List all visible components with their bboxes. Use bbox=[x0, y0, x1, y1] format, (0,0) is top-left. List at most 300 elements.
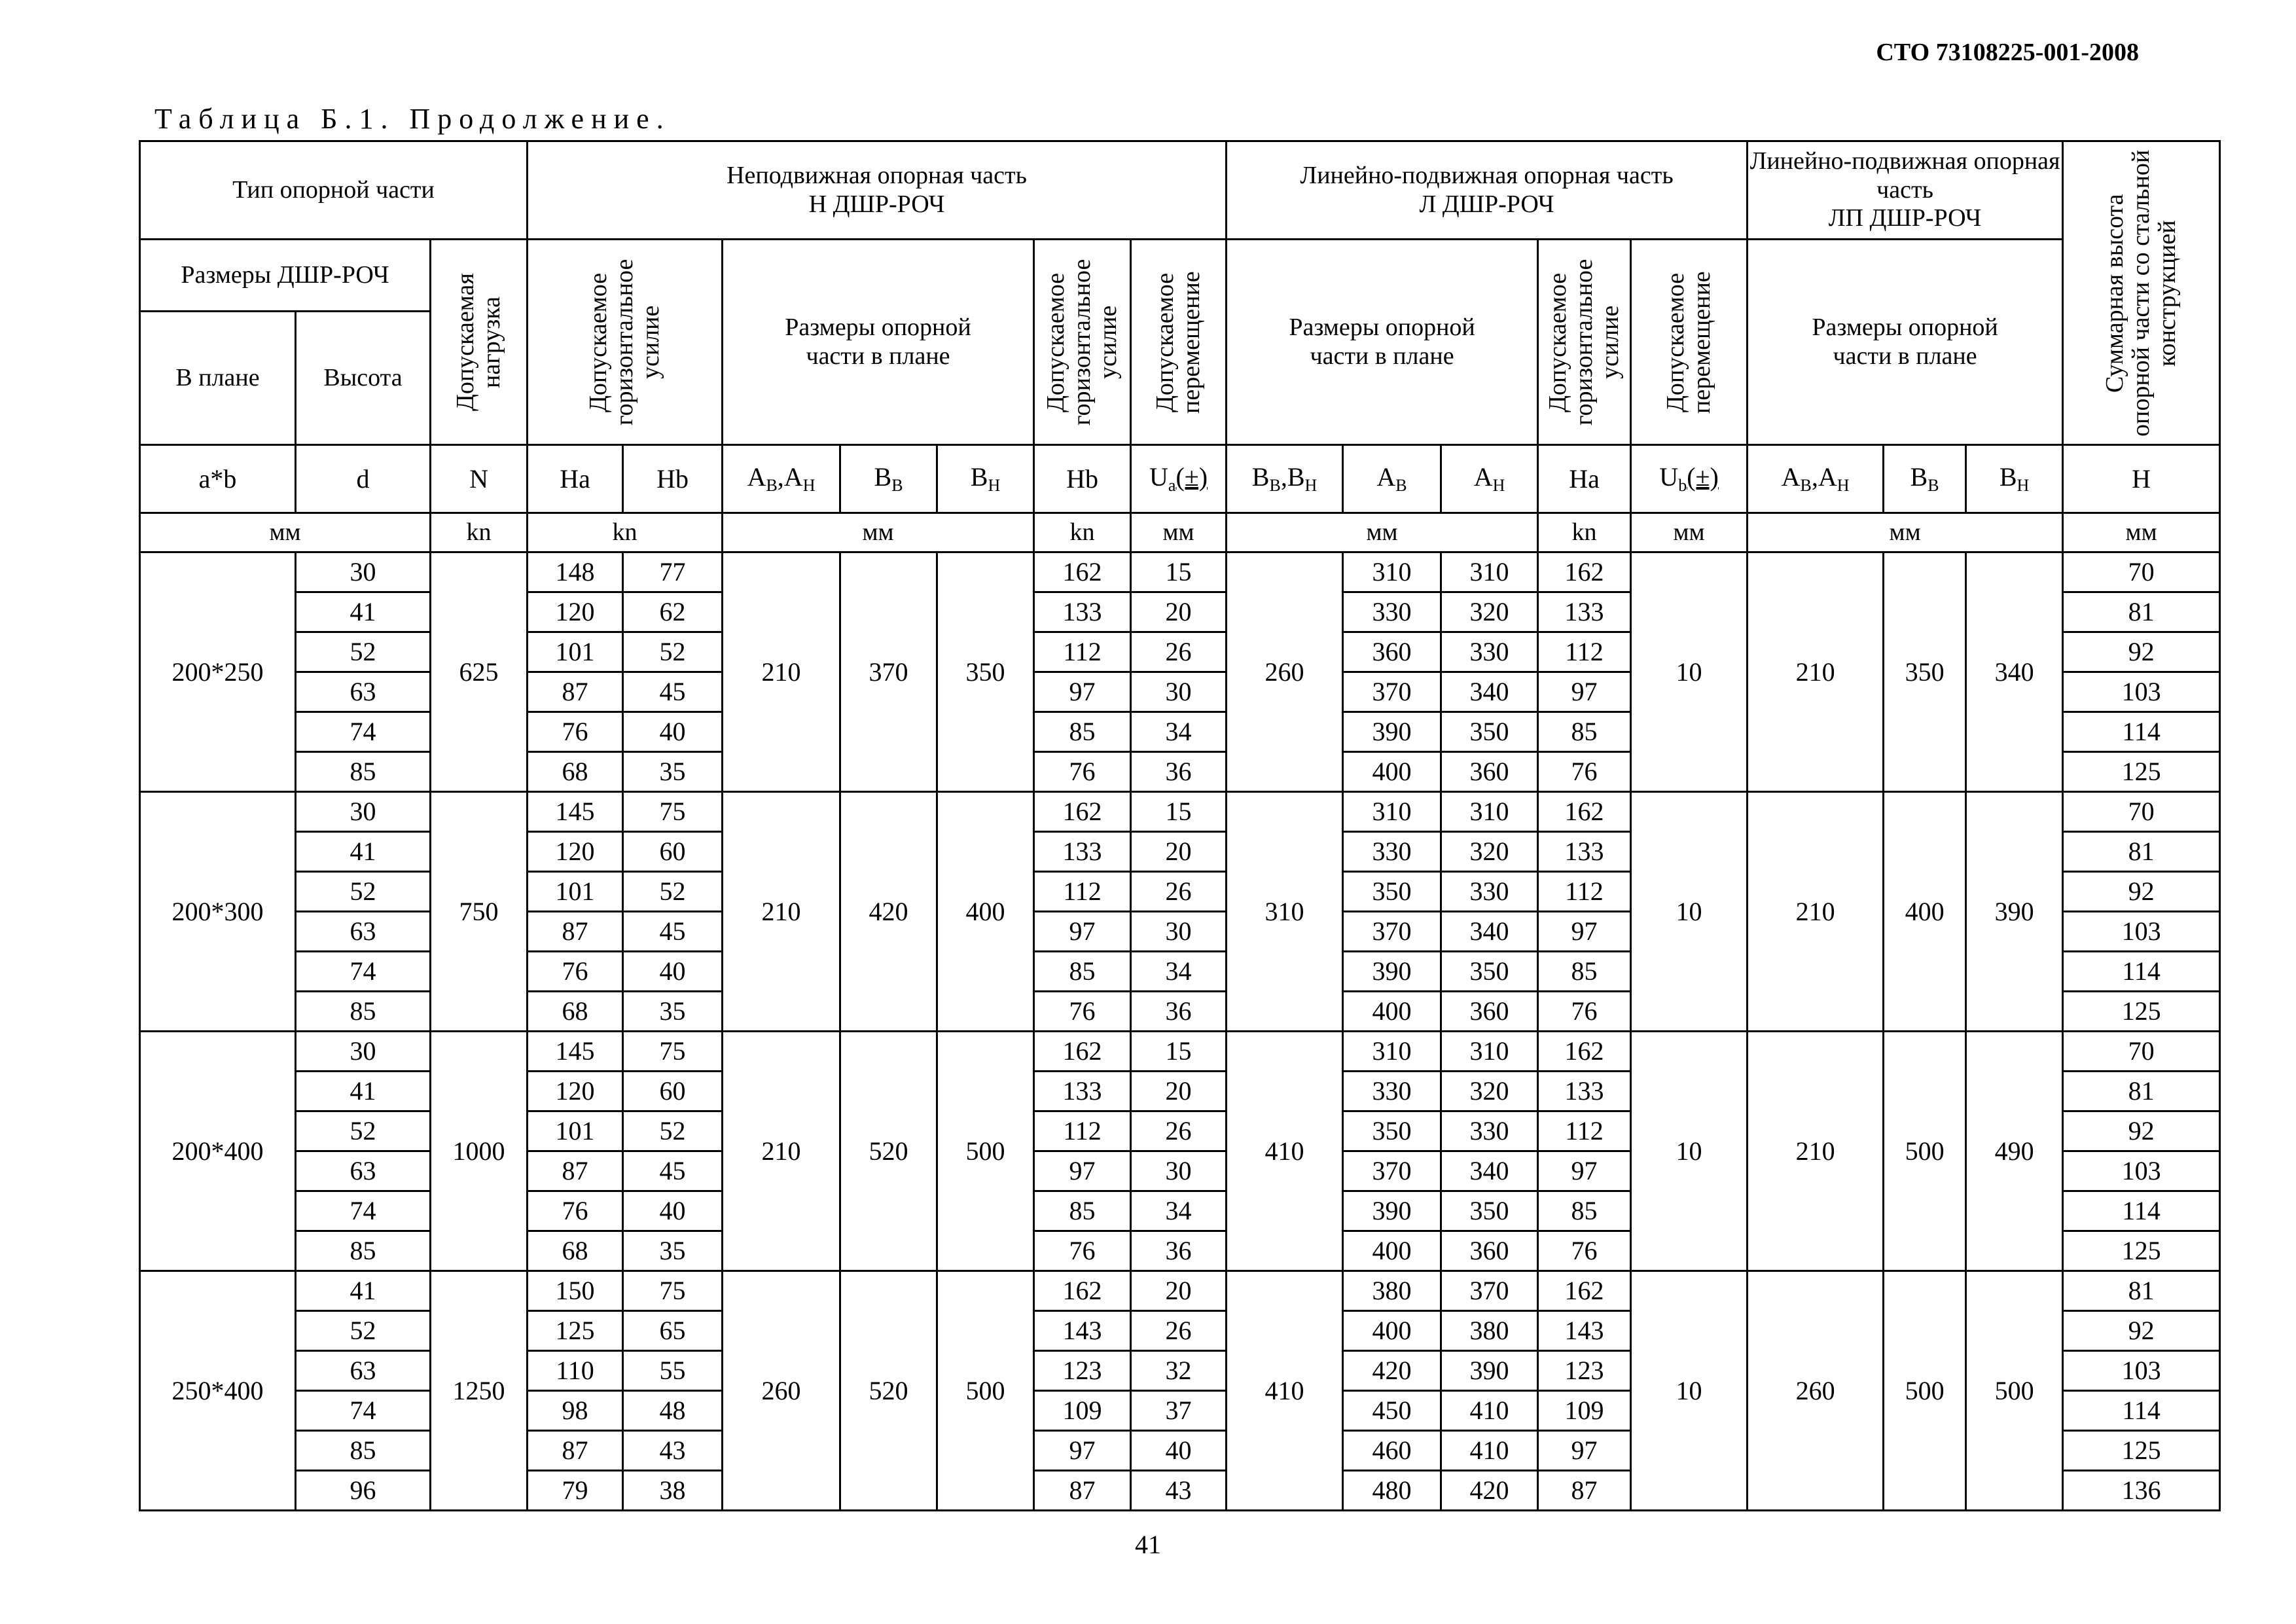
unit-mm-linear-displacement: мм bbox=[1131, 513, 1227, 552]
cell-height-d: 74 bbox=[296, 712, 431, 752]
cell-linear-ab: 450 bbox=[1343, 1391, 1441, 1431]
cell-total-height: 92 bbox=[2063, 1111, 2220, 1151]
cell-lp-ha: 162 bbox=[1538, 1271, 1631, 1311]
symbol-fixed-BH bbox=[937, 445, 1034, 513]
unit-kn-linear-force: kn bbox=[1034, 513, 1131, 552]
cell-linear-ah: 310 bbox=[1441, 1032, 1538, 1072]
cell-height-d: 74 bbox=[296, 1391, 431, 1431]
cell-lp-ha: 85 bbox=[1538, 1191, 1631, 1231]
cell-fixed-ha: 120 bbox=[528, 592, 623, 632]
cell-lp-bh: 390 bbox=[1966, 792, 2063, 1032]
cell-linear-hb: 112 bbox=[1034, 872, 1131, 912]
cell-linear-ah: 330 bbox=[1441, 632, 1538, 672]
cell-height-d: 41 bbox=[296, 1072, 431, 1111]
sym-pm: (±) bbox=[1175, 462, 1208, 492]
cell-linear-ab: 390 bbox=[1343, 952, 1441, 992]
cell-linear-ab: 400 bbox=[1343, 1231, 1441, 1271]
cell-total-height: 114 bbox=[2063, 952, 2220, 992]
cell-fixed-ab-ah: 210 bbox=[723, 792, 840, 1032]
symbol-fixed-Hb: Hb bbox=[623, 445, 723, 513]
cell-lp-ha: 109 bbox=[1538, 1391, 1631, 1431]
unit-mm-fixed-plan: мм bbox=[723, 513, 1034, 552]
cell-lp-ha: 123 bbox=[1538, 1351, 1631, 1391]
sym-a2: A bbox=[1818, 462, 1837, 492]
cell-fixed-bh: 400 bbox=[937, 792, 1034, 1032]
cell-fixed-ha: 145 bbox=[528, 792, 623, 832]
cell-lp-bh: 340 bbox=[1966, 552, 2063, 792]
cell-fixed-bh: 500 bbox=[937, 1271, 1034, 1511]
cell-fixed-hb: 48 bbox=[623, 1391, 723, 1431]
sym-sub: H bbox=[802, 476, 816, 496]
cell-linear-ah: 360 bbox=[1441, 992, 1538, 1032]
cell-linear-hb: 162 bbox=[1034, 1032, 1131, 1072]
cell-linear-ua: 36 bbox=[1131, 1231, 1227, 1271]
cell-linear-ab: 460 bbox=[1343, 1431, 1441, 1471]
symbol-linear-AH bbox=[1441, 445, 1538, 513]
cell-linear-hb: 85 bbox=[1034, 1191, 1131, 1231]
sym-a: A bbox=[1376, 462, 1396, 492]
cell-linear-ab: 380 bbox=[1343, 1271, 1441, 1311]
cell-linear-ua: 34 bbox=[1131, 952, 1227, 992]
cell-linear-hb: 97 bbox=[1034, 1151, 1131, 1191]
cell-allowed-load: 1000 bbox=[431, 1032, 528, 1271]
symbol-fixed-AB-AH bbox=[723, 445, 840, 513]
cell-lp-ha: 112 bbox=[1538, 632, 1631, 672]
lp-plan-sizes-header: Размеры опорной части в плане bbox=[1748, 240, 2063, 445]
page-number: 41 bbox=[1135, 1530, 1161, 1559]
unit-mm-lp-plan: мм bbox=[1748, 513, 2063, 552]
cell-height-d: 41 bbox=[296, 1271, 431, 1311]
cell-linear-ah: 420 bbox=[1441, 1471, 1538, 1511]
cell-fixed-bh: 500 bbox=[937, 1032, 1034, 1271]
cell-fixed-hb: 55 bbox=[623, 1351, 723, 1391]
fixed-plan-sizes-header: Размеры опорной части в плане bbox=[723, 240, 1034, 445]
sym-a1: A bbox=[1781, 462, 1801, 492]
cell-fixed-ab-ah: 260 bbox=[723, 1271, 840, 1511]
cell-linear-hb: 133 bbox=[1034, 1072, 1131, 1111]
cell-lp-ha: 76 bbox=[1538, 752, 1631, 792]
cell-linear-ah: 350 bbox=[1441, 1191, 1538, 1231]
cell-fixed-ha: 125 bbox=[528, 1311, 623, 1351]
cell-fixed-ha: 87 bbox=[528, 1431, 623, 1471]
cell-linear-hb: 123 bbox=[1034, 1351, 1131, 1391]
cell-linear-ab: 370 bbox=[1343, 912, 1441, 952]
sym-u: U bbox=[1149, 462, 1168, 492]
cell-linear-hb: 76 bbox=[1034, 1231, 1131, 1271]
cell-linear-hb: 87 bbox=[1034, 1471, 1131, 1511]
cell-height-d: 63 bbox=[296, 912, 431, 952]
in-plan-header: В плане bbox=[140, 312, 296, 445]
symbol-lp-Ha: Ha bbox=[1538, 445, 1631, 513]
cell-fixed-hb: 60 bbox=[623, 1072, 723, 1111]
support-parts-table bbox=[139, 140, 2221, 1511]
units-row bbox=[140, 513, 2220, 552]
cell-linear-ab: 330 bbox=[1343, 832, 1441, 872]
cell-linear-ua: 34 bbox=[1131, 712, 1227, 752]
sym-comma: , bbox=[777, 462, 784, 492]
cell-linear-ah: 360 bbox=[1441, 752, 1538, 792]
cell-lp-ha: 85 bbox=[1538, 952, 1631, 992]
cell-height-d: 85 bbox=[296, 992, 431, 1032]
cell-fixed-hb: 65 bbox=[623, 1311, 723, 1351]
cell-linear-hb: 133 bbox=[1034, 592, 1131, 632]
cell-linear-ab: 310 bbox=[1343, 1032, 1441, 1072]
cell-linear-ab: 330 bbox=[1343, 592, 1441, 632]
cell-height-d: 52 bbox=[296, 1111, 431, 1151]
cell-lp-ab-ah: 260 bbox=[1748, 1271, 1884, 1511]
cell-lp-ha: 133 bbox=[1538, 1072, 1631, 1111]
cell-linear-hb: 143 bbox=[1034, 1311, 1131, 1351]
cell-linear-ua: 37 bbox=[1131, 1391, 1227, 1431]
unit-kn-fixed-force: kn bbox=[528, 513, 723, 552]
cell-lp-ab-ah: 210 bbox=[1748, 792, 1884, 1032]
fixed-horizontal-force-label: Допускаемое горизонтальное усилие bbox=[584, 259, 664, 425]
symbol-linear-Hb: Hb bbox=[1034, 445, 1131, 513]
cell-plan-size: 200*400 bbox=[140, 1032, 296, 1271]
sym-sub: H bbox=[1837, 476, 1850, 496]
cell-linear-ah: 320 bbox=[1441, 1072, 1538, 1111]
table-title: Таблица Б.1. Продолжение. bbox=[154, 103, 671, 135]
cell-total-height: 114 bbox=[2063, 1191, 2220, 1231]
cell-lp-ha: 97 bbox=[1538, 1151, 1631, 1191]
cell-linear-ah: 370 bbox=[1441, 1271, 1538, 1311]
sym-sub: B bbox=[1269, 476, 1281, 496]
cell-total-height: 103 bbox=[2063, 1351, 2220, 1391]
cell-lp-ha: 76 bbox=[1538, 1231, 1631, 1271]
cell-lp-bh: 500 bbox=[1966, 1271, 2063, 1511]
cell-total-height: 125 bbox=[2063, 1431, 2220, 1471]
cell-fixed-hb: 38 bbox=[623, 1471, 723, 1511]
lp-horizontal-force-header bbox=[1538, 240, 1631, 445]
symbol-lp-BH bbox=[1966, 445, 2063, 513]
header-row-1 bbox=[140, 141, 2220, 240]
cell-linear-ua: 36 bbox=[1131, 992, 1227, 1032]
cell-linear-ua: 34 bbox=[1131, 1191, 1227, 1231]
cell-fixed-hb: 45 bbox=[623, 1151, 723, 1191]
cell-linear-hb: 109 bbox=[1034, 1391, 1131, 1431]
cell-total-height: 81 bbox=[2063, 1271, 2220, 1311]
cell-fixed-ha: 76 bbox=[528, 712, 623, 752]
table-body bbox=[140, 141, 2220, 1511]
cell-linear-hb: 97 bbox=[1034, 672, 1131, 712]
cell-height-d: 96 bbox=[296, 1471, 431, 1511]
cell-fixed-bb: 520 bbox=[840, 1032, 937, 1271]
sym-sub: B bbox=[766, 476, 778, 496]
cell-fixed-ha: 120 bbox=[528, 832, 623, 872]
cell-lp-ab-ah: 210 bbox=[1748, 552, 1884, 792]
sym-sub: B bbox=[891, 476, 903, 496]
cell-height-d: 52 bbox=[296, 632, 431, 672]
cell-fixed-ha: 150 bbox=[528, 1271, 623, 1311]
cell-fixed-ha: 148 bbox=[528, 552, 623, 592]
cell-linear-hb: 76 bbox=[1034, 992, 1131, 1032]
cell-total-height: 125 bbox=[2063, 752, 2220, 792]
cell-fixed-ha: 87 bbox=[528, 672, 623, 712]
cell-fixed-ha: 68 bbox=[528, 752, 623, 792]
cell-lp-bb: 400 bbox=[1884, 792, 1966, 1032]
cell-linear-bb-bh: 410 bbox=[1227, 1271, 1343, 1511]
table-row bbox=[140, 1032, 2220, 1072]
cell-fixed-hb: 35 bbox=[623, 992, 723, 1032]
symbol-lp-Ub bbox=[1631, 445, 1748, 513]
symbol-ab: a*b bbox=[140, 445, 296, 513]
sym-sub: H bbox=[1492, 476, 1505, 496]
cell-fixed-ha: 101 bbox=[528, 1111, 623, 1151]
symbol-N: N bbox=[431, 445, 528, 513]
type-label-cell: Тип опорной части bbox=[140, 141, 528, 240]
cell-linear-ua: 36 bbox=[1131, 752, 1227, 792]
cell-linear-ab: 390 bbox=[1343, 712, 1441, 752]
cell-linear-ah: 410 bbox=[1441, 1431, 1538, 1471]
cell-linear-ab: 390 bbox=[1343, 1191, 1441, 1231]
unit-mm-lp-displacement: мм bbox=[1631, 513, 1748, 552]
sym-comma: , bbox=[1280, 462, 1287, 492]
sym-b2: B bbox=[1287, 462, 1305, 492]
sym-sub: B bbox=[1800, 476, 1812, 496]
cell-linear-ua: 30 bbox=[1131, 912, 1227, 952]
cell-total-height: 114 bbox=[2063, 712, 2220, 752]
symbol-H: H bbox=[2063, 445, 2220, 513]
cell-allowed-load: 1250 bbox=[431, 1271, 528, 1511]
cell-fixed-ha: 98 bbox=[528, 1391, 623, 1431]
cell-fixed-ha: 101 bbox=[528, 872, 623, 912]
cell-lp-ub: 10 bbox=[1631, 1271, 1748, 1511]
cell-linear-ua: 26 bbox=[1131, 872, 1227, 912]
unit-kn-lp-force: kn bbox=[1538, 513, 1631, 552]
unit-kn-load: kn bbox=[431, 513, 528, 552]
table-row bbox=[140, 792, 2220, 832]
cell-linear-ab: 400 bbox=[1343, 1311, 1441, 1351]
cell-fixed-hb: 40 bbox=[623, 952, 723, 992]
cell-linear-ua: 40 bbox=[1131, 1431, 1227, 1471]
cell-fixed-ha: 101 bbox=[528, 632, 623, 672]
symbol-lp-AB-AH bbox=[1748, 445, 1884, 513]
linear-plan-sizes-header: Размеры опорной части в плане bbox=[1227, 240, 1538, 445]
sym-b: B bbox=[970, 462, 988, 492]
cell-total-height: 70 bbox=[2063, 792, 2220, 832]
cell-allowed-load: 625 bbox=[431, 552, 528, 792]
cell-height-d: 63 bbox=[296, 672, 431, 712]
cell-linear-ua: 26 bbox=[1131, 1311, 1227, 1351]
cell-fixed-hb: 52 bbox=[623, 632, 723, 672]
cell-total-height: 114 bbox=[2063, 1391, 2220, 1431]
cell-lp-bb: 500 bbox=[1884, 1271, 1966, 1511]
cell-linear-ua: 15 bbox=[1131, 792, 1227, 832]
cell-height-d: 30 bbox=[296, 1032, 431, 1072]
cell-height-d: 41 bbox=[296, 832, 431, 872]
table-container bbox=[139, 140, 2219, 1511]
cell-lp-bb: 350 bbox=[1884, 552, 1966, 792]
cell-height-d: 74 bbox=[296, 952, 431, 992]
sym-a: A bbox=[1473, 462, 1493, 492]
cell-total-height: 92 bbox=[2063, 632, 2220, 672]
sym-sub: a bbox=[1168, 476, 1176, 496]
fixed-horizontal-force-header bbox=[528, 240, 723, 445]
symbol-linear-BB-BH bbox=[1227, 445, 1343, 513]
total-height-header bbox=[2063, 141, 2220, 445]
linear-displacement-header bbox=[1131, 240, 1227, 445]
fixed-part-header: Неподвижная опорная часть Н ДШР-РОЧ bbox=[528, 141, 1227, 240]
cell-total-height: 81 bbox=[2063, 1072, 2220, 1111]
cell-linear-hb: 97 bbox=[1034, 1431, 1131, 1471]
cell-plan-size: 200*300 bbox=[140, 792, 296, 1032]
cell-linear-ah: 340 bbox=[1441, 672, 1538, 712]
cell-linear-ab: 310 bbox=[1343, 792, 1441, 832]
cell-fixed-ha: 68 bbox=[528, 1231, 623, 1271]
cell-fixed-hb: 35 bbox=[623, 1231, 723, 1271]
cell-total-height: 136 bbox=[2063, 1471, 2220, 1511]
cell-allowed-load: 750 bbox=[431, 792, 528, 1032]
cell-linear-ah: 350 bbox=[1441, 712, 1538, 752]
cell-fixed-hb: 62 bbox=[623, 592, 723, 632]
cell-linear-ab: 400 bbox=[1343, 992, 1441, 1032]
sym-b1: B bbox=[1251, 462, 1270, 492]
cell-plan-size: 250*400 bbox=[140, 1271, 296, 1511]
cell-linear-ua: 30 bbox=[1131, 672, 1227, 712]
cell-linear-ua: 20 bbox=[1131, 1271, 1227, 1311]
cell-linear-ah: 360 bbox=[1441, 1231, 1538, 1271]
cell-linear-ab: 370 bbox=[1343, 672, 1441, 712]
cell-fixed-bb: 520 bbox=[840, 1271, 937, 1511]
cell-fixed-ha: 87 bbox=[528, 1151, 623, 1191]
sym-sub: B bbox=[1928, 476, 1939, 496]
cell-fixed-ha: 110 bbox=[528, 1351, 623, 1391]
sym-sub: b bbox=[1678, 476, 1687, 496]
cell-linear-ab: 360 bbox=[1343, 632, 1441, 672]
cell-lp-ha: 112 bbox=[1538, 1111, 1631, 1151]
cell-linear-ab: 310 bbox=[1343, 552, 1441, 592]
sizes-label-cell: Размеры ДШР-РОЧ bbox=[140, 240, 431, 312]
cell-height-d: 30 bbox=[296, 792, 431, 832]
cell-linear-ua: 20 bbox=[1131, 832, 1227, 872]
cell-total-height: 103 bbox=[2063, 912, 2220, 952]
symbol-linear-Ua bbox=[1131, 445, 1227, 513]
symbol-d: d bbox=[296, 445, 431, 513]
symbol-fixed-Ha: Ha bbox=[528, 445, 623, 513]
cell-fixed-ab-ah: 210 bbox=[723, 1032, 840, 1271]
cell-height-d: 85 bbox=[296, 752, 431, 792]
symbol-row bbox=[140, 445, 2220, 513]
table-row bbox=[140, 1271, 2220, 1311]
cell-total-height: 70 bbox=[2063, 1032, 2220, 1072]
cell-height-d: 63 bbox=[296, 1151, 431, 1191]
cell-height-d: 74 bbox=[296, 1191, 431, 1231]
linear-horizontal-force-header bbox=[1034, 240, 1131, 445]
cell-height-d: 52 bbox=[296, 1311, 431, 1351]
cell-linear-bb-bh: 410 bbox=[1227, 1032, 1343, 1271]
cell-linear-ah: 310 bbox=[1441, 792, 1538, 832]
cell-linear-ah: 330 bbox=[1441, 872, 1538, 912]
symbol-lp-BB bbox=[1884, 445, 1966, 513]
cell-lp-ub: 10 bbox=[1631, 792, 1748, 1032]
cell-total-height: 81 bbox=[2063, 832, 2220, 872]
cell-total-height: 125 bbox=[2063, 992, 2220, 1032]
sym-sub: H bbox=[2017, 476, 2030, 496]
cell-fixed-hb: 40 bbox=[623, 712, 723, 752]
sym-sub: B bbox=[1395, 476, 1407, 496]
cell-linear-ab: 420 bbox=[1343, 1351, 1441, 1391]
cell-linear-ua: 43 bbox=[1131, 1471, 1227, 1511]
cell-height-d: 85 bbox=[296, 1231, 431, 1271]
cell-height-d: 85 bbox=[296, 1431, 431, 1471]
sym-comma: , bbox=[1811, 462, 1818, 492]
cell-total-height: 92 bbox=[2063, 1311, 2220, 1351]
cell-fixed-hb: 52 bbox=[623, 1111, 723, 1151]
cell-fixed-ha: 120 bbox=[528, 1072, 623, 1111]
cell-linear-ah: 380 bbox=[1441, 1311, 1538, 1351]
cell-lp-ab-ah: 210 bbox=[1748, 1032, 1884, 1271]
cell-linear-ua: 15 bbox=[1131, 552, 1227, 592]
cell-fixed-ha: 145 bbox=[528, 1032, 623, 1072]
cell-linear-ab: 350 bbox=[1343, 1111, 1441, 1151]
cell-linear-ua: 15 bbox=[1131, 1032, 1227, 1072]
cell-linear-hb: 85 bbox=[1034, 712, 1131, 752]
cell-fixed-hb: 45 bbox=[623, 672, 723, 712]
cell-linear-ah: 310 bbox=[1441, 552, 1538, 592]
sym-b: B bbox=[1910, 462, 1928, 492]
sym-sub: H bbox=[988, 476, 1001, 496]
cell-linear-ah: 340 bbox=[1441, 1151, 1538, 1191]
cell-linear-hb: 162 bbox=[1034, 1271, 1131, 1311]
cell-linear-ua: 20 bbox=[1131, 592, 1227, 632]
cell-lp-ha: 97 bbox=[1538, 1431, 1631, 1471]
cell-linear-ah: 350 bbox=[1441, 952, 1538, 992]
document-code: СТО 73108225-001-2008 bbox=[1876, 39, 2139, 66]
cell-linear-ua: 26 bbox=[1131, 1111, 1227, 1151]
cell-fixed-hb: 35 bbox=[623, 752, 723, 792]
cell-linear-ab: 370 bbox=[1343, 1151, 1441, 1191]
lp-displacement-header bbox=[1631, 240, 1748, 445]
cell-height-d: 63 bbox=[296, 1351, 431, 1391]
cell-fixed-hb: 43 bbox=[623, 1431, 723, 1471]
cell-total-height: 103 bbox=[2063, 672, 2220, 712]
cell-linear-ah: 340 bbox=[1441, 912, 1538, 952]
height-header: Высота bbox=[296, 312, 431, 445]
cell-linear-hb: 162 bbox=[1034, 552, 1131, 592]
cell-linear-bb-bh: 310 bbox=[1227, 792, 1343, 1032]
cell-fixed-bb: 420 bbox=[840, 792, 937, 1032]
cell-height-d: 52 bbox=[296, 872, 431, 912]
cell-linear-hb: 76 bbox=[1034, 752, 1131, 792]
cell-fixed-hb: 60 bbox=[623, 832, 723, 872]
cell-height-d: 41 bbox=[296, 592, 431, 632]
sym-b: B bbox=[874, 462, 892, 492]
cell-fixed-hb: 75 bbox=[623, 1271, 723, 1311]
linear-lp-part-header: Линейно-подвижная опорная часть ЛП ДШР-РОЧ bbox=[1748, 141, 2063, 240]
cell-linear-ab: 330 bbox=[1343, 1072, 1441, 1111]
unit-mm-total-height: мм bbox=[2063, 513, 2220, 552]
cell-lp-ub: 10 bbox=[1631, 1032, 1748, 1271]
cell-lp-ha: 162 bbox=[1538, 552, 1631, 592]
cell-total-height: 70 bbox=[2063, 552, 2220, 592]
cell-lp-ha: 133 bbox=[1538, 832, 1631, 872]
cell-lp-bb: 500 bbox=[1884, 1032, 1966, 1271]
cell-linear-hb: 112 bbox=[1034, 632, 1131, 672]
cell-lp-bh: 490 bbox=[1966, 1032, 2063, 1271]
sym-b: B bbox=[1999, 462, 2017, 492]
cell-lp-ha: 133 bbox=[1538, 592, 1631, 632]
cell-linear-ua: 30 bbox=[1131, 1151, 1227, 1191]
cell-lp-ha: 97 bbox=[1538, 672, 1631, 712]
cell-fixed-ha: 87 bbox=[528, 912, 623, 952]
cell-total-height: 92 bbox=[2063, 872, 2220, 912]
cell-linear-ab: 480 bbox=[1343, 1471, 1441, 1511]
linear-part-header: Линейно-подвижная опорная часть Л ДШР-РОЧ bbox=[1227, 141, 1748, 240]
cell-lp-ha: 162 bbox=[1538, 792, 1631, 832]
cell-linear-hb: 85 bbox=[1034, 952, 1131, 992]
cell-linear-ab: 400 bbox=[1343, 752, 1441, 792]
cell-linear-hb: 162 bbox=[1034, 792, 1131, 832]
